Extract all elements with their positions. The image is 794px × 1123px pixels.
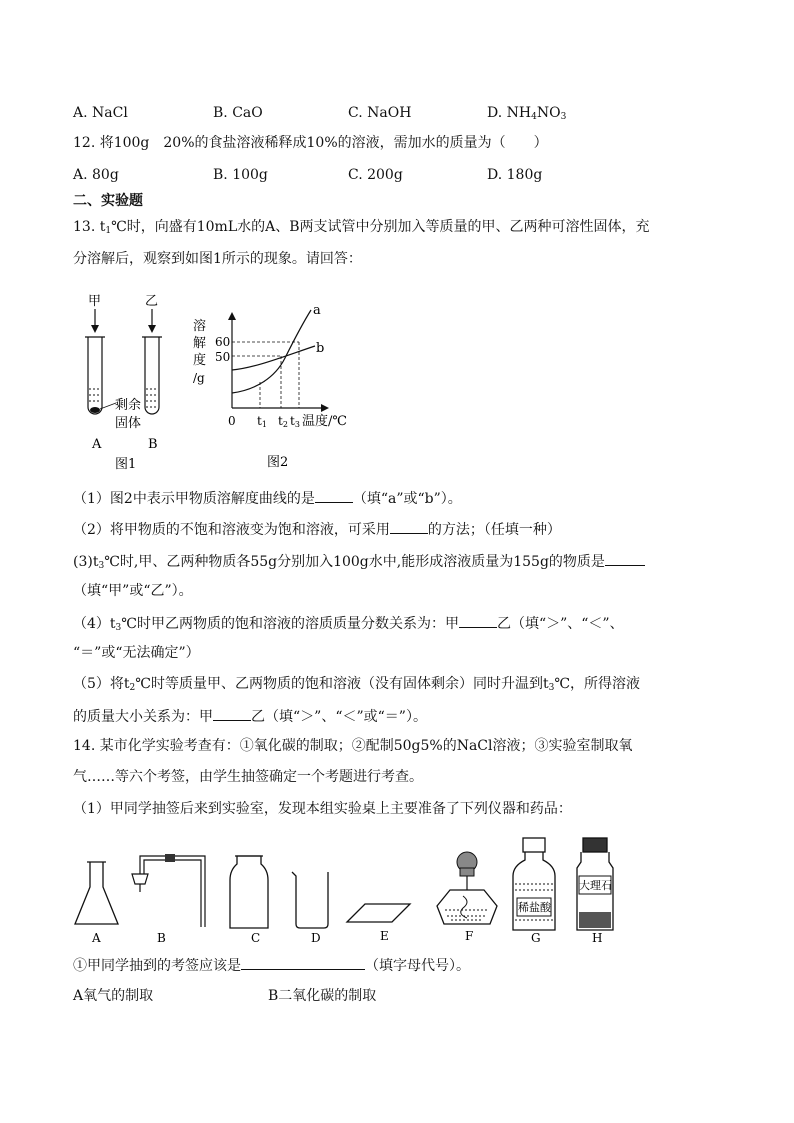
label-remaining-1: 剩余 [115,398,142,413]
q13-part5: （5）将$t_2℃$时等质量甲、乙两物质的饱和溶液（没有固体剩余）同时升温到$t_3℃$，所得溶液 [73,676,640,693]
ylabel-char-2: 解 [193,336,207,351]
figure-1-test-tubes [70,285,180,475]
q13-part4: $(4)t_3℃$时甲乙两物质的饱和溶液的溶质质量分数关系为：甲 乙（填“＞”、“＜”、 [73,613,624,633]
q12-option-d: D. 180g [487,167,543,183]
label-remaining-2: 固体 [115,416,142,431]
q13-part1: （1）图2中表示甲物质溶解度曲线的是 （填“a”或“b”）。 [73,488,462,508]
label-f: F [465,929,474,943]
t2-label: t2 [278,414,288,429]
t1-label: t1 [257,414,267,429]
ylabel-char-4: /g [193,371,205,385]
answer-blank[interactable] [213,706,251,721]
answer-blank[interactable] [605,551,645,566]
label-b: B [157,931,166,945]
label-tube-a: A [92,437,102,452]
q11-option-b: B. CaO [213,105,263,121]
answer-blank[interactable] [459,613,497,628]
figure-2-caption: 图2 [267,455,289,470]
bottle-h-label: 大理石 [579,879,612,892]
answer-blank[interactable] [315,488,353,503]
q14-option-a: A氧气的制取 [73,988,154,1004]
section-title: 二、实验题 [73,193,143,209]
q11-option-d: D. $NH_4NO_3$ [487,105,567,122]
gas-jar [230,856,268,928]
label-c: C [251,931,261,945]
label-a: A [92,931,101,945]
curve-b-label: b [316,341,325,356]
q12-stem: 12. 将100g 20%的食盐溶液稀释成10%的溶液，需加水的质量为（ ） [73,135,548,151]
beaker [292,872,328,928]
tick-50: 50 [215,350,231,364]
ylabel-char-3: 度 [193,353,207,368]
label-h: H [592,931,603,945]
q14-part1: （1）甲同学抽签后来到实验室，发现本组实验桌上主要准备了下列仪器和药品： [73,801,572,817]
test-tube-b [145,337,159,414]
figure-2-solubility-graph [185,298,360,473]
q14-stem-line2: 气……等六个考签，由学生抽签确定一个考题进行考查。 [73,769,423,785]
q13-part2: （2）将甲物质的不饱和溶液变为饱和溶液，可采用 的方法；（任填一种） [73,519,561,539]
figure-1-caption: 图1 [115,457,137,472]
q11-option-c: C. NaOH [348,105,412,121]
glass-plate [347,904,410,922]
ylabel-char-1: 溶 [193,319,207,334]
curve-a-label: a [313,303,321,318]
answer-blank[interactable] [241,955,365,970]
curve-b [232,346,315,370]
origin-label: 0 [228,414,236,428]
label-d: D [311,931,321,945]
x-axis-label: 温度/℃ [302,414,347,429]
stopper-delivery-tube [132,854,205,927]
q14-sub1: ①甲同学抽到的考签应该是 （填字母代号）。 [73,955,470,975]
bottle-g-label: 稀盐酸 [518,901,551,914]
answer-blank[interactable] [390,519,428,534]
label-e: E [380,929,389,943]
q13-part3: $(3)t_3℃$时,甲、乙两种物质各55g分别加入100g水中,能形成溶液质量为155g的物质是 [73,551,645,571]
alcohol-lamp [437,852,497,924]
q12-option-b: B. 100g [213,167,268,183]
q14-option-b: B二氧化碳的制取 [268,988,377,1004]
q11-option-a: A. NaCl [73,105,128,121]
q13-stem-line1: 13. $t_1℃$时，向盛有10mL水的A、B两支试管中分别加入等质量的甲、乙两种可溶性固体，充 [73,219,650,236]
tick-60: 60 [215,335,231,349]
label-g: G [531,931,541,945]
q13-part5-cont: 的质量大小关系为：甲 乙（填“＞”、“＜”或“＝”）。 [73,706,427,726]
q12-option-c: C. 200g [348,167,403,183]
label-yi: 乙 [145,294,159,309]
t3-label: t3 [290,414,300,429]
apparatus-figure [65,832,645,950]
label-tube-b: B [148,437,158,452]
remaining-solid [90,407,100,413]
q13-part3-cont: （填“甲”或“乙”）。 [73,583,193,599]
q12-option-a: A. 80g [73,167,119,183]
conical-flask [75,862,118,924]
q13-part4-cont: “＝”或“无法确定”） [73,645,200,661]
q13-stem-line2: 分溶解后，观察到如图1所示的现象。请回答： [73,251,362,267]
test-tube-a [88,337,102,414]
label-jia: 甲 [88,294,102,309]
dilute-hcl-bottle [513,838,555,930]
q14-stem-line1: 14. 某市化学实验考查有：①氧化碳的制取；②配制50g5%的NaCl溶液；③实验室制取氧 [73,738,633,754]
